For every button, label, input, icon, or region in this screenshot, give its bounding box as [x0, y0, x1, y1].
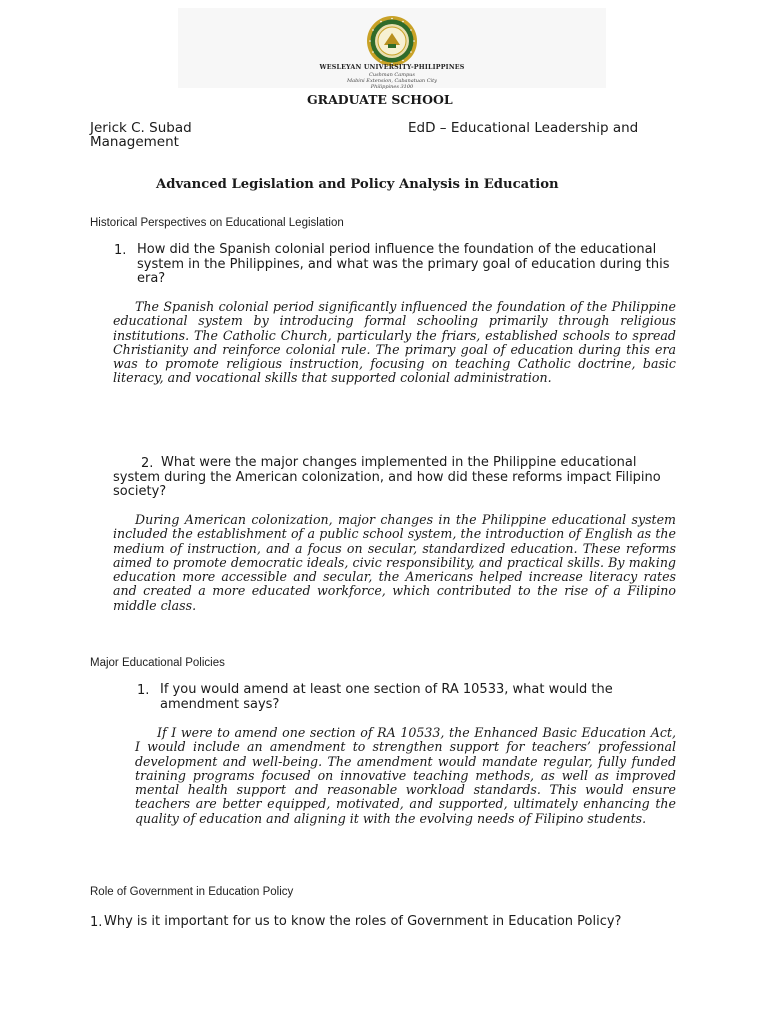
section-heading: Role of Government in Education Policy	[90, 886, 294, 898]
document-title: Advanced Legislation and Policy Analysis in Education	[156, 177, 559, 192]
campus-address: Mabini Extension, Cabanatuan City	[346, 78, 437, 84]
campus-country: Philippines 3100	[370, 84, 414, 90]
university-seal-icon	[364, 14, 420, 68]
question-number: 2.	[141, 456, 154, 471]
section-heading: Historical Perspectives on Educational Legislation	[90, 217, 344, 229]
question-number: 1.	[90, 915, 103, 930]
student-name: Jerick C. Subad	[90, 120, 192, 136]
question-number: 1.	[137, 683, 150, 698]
question-text: If you would amend at least one section of RA 10533, what would the amendment says?	[160, 682, 613, 712]
question-number: 1.	[114, 243, 127, 258]
school-name: GRADUATE SCHOOL	[307, 92, 453, 107]
question-text: How did the Spanish colonial period influence the foundation of the educational system in the Philippines, and what was the primary goal of education during this era?	[137, 242, 670, 286]
letterhead	[178, 8, 606, 88]
campus-name: Cushman Campus	[369, 72, 415, 78]
answer-paragraph: If I were to amend one section of RA 10533, the Enhanced Basic Education Act, I would include an amendment to strengthen support for teachers’ professional development and well-being. The amendment would mandate regular, fully funded training programs focused on innovative teaching methods, as well as improved mental health support and reasonable workload standards. This would ensure teachers are better equipped, motivated, and supported, ultimately enhancing the quality of education and aligning it with the evolving needs of Filipino students.	[135, 725, 676, 826]
program-line-continued: Management	[90, 134, 179, 150]
question-text: Why is it important for us to know the roles of Government in Education Policy?	[104, 914, 622, 929]
program-line: EdD – Educational Leadership and	[408, 120, 639, 136]
answer-paragraph: The Spanish colonial period significantly influenced the foundation of the Philippine educational system by introducing formal schooling primarily through religious institutions. The Catholic Church, particularly the friars, established schools to spread Christianity and reinforce colonial rule. The primary goal of education during this era was to promote religious instruction, focusing on teaching Catholic doctrine, basic literacy, and vocational skills that supported colonial administration.	[113, 299, 676, 386]
question-text: What were the major changes implemented in the Philippine educational system during the American colonization, and how did these reforms impact Filipino society?	[113, 455, 661, 499]
section-heading: Major Educational Policies	[90, 657, 225, 669]
answer-paragraph: During American colonization, major changes in the Philippine educational system included the establishment of a public school system, the introduction of English as the medium of instruction, and a focus on secular, standardized education. These reforms aimed to promote democratic ideals, civic responsibility, and practical skills. By making education more accessible and secular, the Americans helped increase literacy rates and created a more educated workforce, which contributed to the rise of a Filipino middle class.	[113, 512, 676, 613]
university-name: WESLEYAN UNIVERSITY-PHILIPPINES	[319, 64, 465, 71]
